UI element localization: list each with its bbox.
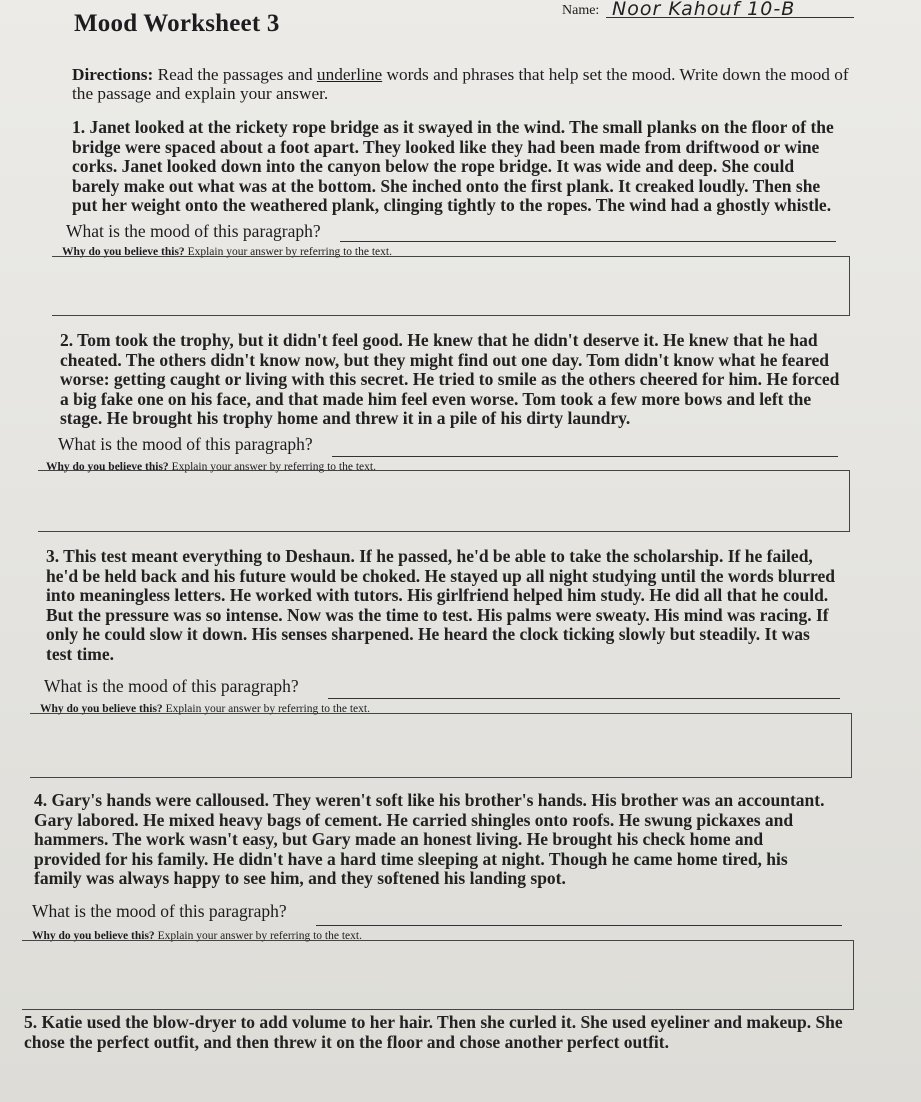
passage-2-answer-box[interactable] (38, 470, 850, 532)
passage-3-question: What is the mood of this paragraph? (44, 676, 299, 696)
worksheet-title: Mood Worksheet 3 (74, 10, 280, 37)
passage-2-text: 2. Tom took the trophy, but it didn't feel good. He knew that he didn't deserve it. He knew that he had cheated. The others didn't know now, but they might find out one day. Tom didn't know what he feared worse: getting caught or living with this secret. He tried to smile as the others cheered for him. He forced a big fake one on his face, and that made him feel even worse. Tom took a few more bows and left the stage. He brought his trophy home and threw it in a pile of his dirty laundry. (60, 330, 840, 429)
passage-4-answer-box[interactable] (22, 940, 854, 1010)
passage-4-text: 4. Gary's hands were calloused. They weren't soft like his brother's hands. His brother was an accountant. Gary labored. He mixed heavy bags of cement. He carried shingles onto roofs. He swung pickaxes and hammers. The work wasn't easy, but Gary made an honest living. He brought his check home and provided for his family. He didn't have a hard time sleeping at night. Though he came home tired, his family was always happy to see him, and they softened his landing spot. (34, 790, 825, 889)
passage-2-question: What is the mood of this paragraph? (58, 434, 313, 454)
passage-1-explain-label: Why do you believe this? Explain your answer by referring to the text. (62, 246, 392, 258)
passage-2-explain-label: Why do you believe this? Explain your answer by referring to the text. (46, 461, 376, 473)
directions-underlined: underline (316, 65, 383, 84)
passage-4-explain-label: Why do you believe this? Explain your answer by referring to the text. (32, 930, 362, 942)
directions-text-1: Read the passages and (153, 65, 317, 84)
passage-5-text: 5. Katie used the blow-dryer to add volume to her hair. Then she curled it. She used eyeliner and makeup. She chose the perfect outfit, and then threw it on the floor and chose another perfect outfit. (24, 1012, 843, 1052)
passage-2-mood-line[interactable] (332, 456, 838, 457)
passage-3-answer-box[interactable] (30, 713, 852, 778)
name-label: Name: (562, 3, 600, 18)
passage-1-text: 1. Janet looked at the rickety rope bridge as it swayed in the wind. The small planks on the floor of the bridge were spaced about a foot apart. They looked like they had been made from driftwood or wine corks. Janet looked down into the canyon below the rope bridge. It was wide and deep. She could barely make out what was at the bottom. She inched onto the first plank. It creaked loudly. Then she put her weight onto the weathered plank, clinging tightly to the ropes. The wind had a ghostly whistle. (72, 117, 834, 216)
passage-3-text: 3. This test meant everything to Deshaun. If he passed, he'd be able to take the scholarship. If he failed, he'd be held back and his future would be choked. He stayed up all night studying until the words blurred into meaningless letters. He worked with tutors. His girlfriend helped him study. He did all that he could. But the pressure was so intense. Now was the time to test. His palms were sweaty. His mind was racing. If only he could slow it down. His senses sharpened. He heard the clock ticking slowly but steadily. It was test time. (46, 546, 835, 664)
passage-1-mood-line[interactable] (340, 241, 836, 242)
directions-text-2: words and phrases that help set the mood. Write down the mood of the passage and explain your answer. (72, 65, 849, 103)
passage-3-explain-label: Why do you believe this? Explain your answer by referring to the text. (40, 703, 370, 715)
directions-label: Directions: (72, 65, 154, 84)
passage-4-question: What is the mood of this paragraph? (32, 901, 287, 921)
passage-1-answer-box[interactable] (52, 256, 850, 316)
passage-3-mood-line[interactable] (328, 698, 840, 699)
name-value[interactable]: Noor Kahouf 10-B (612, 0, 796, 20)
directions (72, 65, 852, 103)
passage-4-mood-line[interactable] (316, 925, 842, 926)
passage-1-question: What is the mood of this paragraph? (66, 221, 321, 241)
